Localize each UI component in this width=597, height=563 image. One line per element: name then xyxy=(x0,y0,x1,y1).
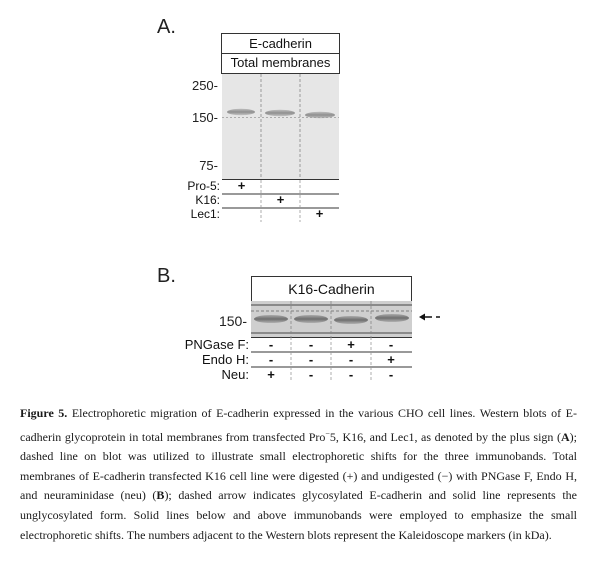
caption-text-1: Electrophoretic migration of E-cadherin expressed in the various CHO cell lines. Western blots of E-cadherin glycoprotein in total membranes from transfected Pro xyxy=(20,406,577,444)
cell-endoh-lane4: + xyxy=(387,352,395,367)
caption-text-3: ); dashed line on blot was utilized to illustrate small electrophoretic shifts for the three immunobands. Total membranes of E-cadherin transfected K16 cell line were digested (+) and undigested (−) with PNGase F, Endo H, and neuraminidase (neu) ( xyxy=(20,429,577,503)
caption-text-2: 5, K16, and Lec1, as denoted by the plus sign ( xyxy=(329,429,561,444)
marker-150: 150- xyxy=(191,110,218,125)
panel-a-header-box-1 xyxy=(221,33,340,54)
panel-a-header-subtitle: Total membranes xyxy=(230,55,331,70)
panel-a-blot-image xyxy=(222,74,339,179)
cell-neu-lane3: - xyxy=(348,367,354,382)
panel-a-blot xyxy=(222,74,339,179)
cell-k16-lane2: + xyxy=(276,192,285,207)
marker-b-150: 150- xyxy=(218,313,247,329)
row-label-lec1: Lec1: xyxy=(190,207,220,221)
row-label-k16: K16: xyxy=(195,193,220,207)
cell-pngase-lane1: - xyxy=(268,337,274,352)
cell-neu-lane2: - xyxy=(308,367,314,382)
panel-a-label: A. xyxy=(157,16,176,38)
panel-b-blot-image xyxy=(251,301,412,337)
caption-ref-b: B xyxy=(156,488,165,503)
row-label-neu: Neu: xyxy=(221,367,249,382)
cell-endoh-lane1: - xyxy=(268,352,274,367)
panel-a-header-box-2 xyxy=(221,53,340,74)
row-label-pngase: PNGase F: xyxy=(184,337,249,352)
cell-endoh-lane2: - xyxy=(308,352,314,367)
cell-neu-lane1: + xyxy=(267,367,275,382)
band-pro5 xyxy=(227,109,255,115)
cell-pngase-lane3: + xyxy=(347,337,355,352)
cell-lec1-lane3: + xyxy=(315,206,324,221)
cell-pngase-lane4: - xyxy=(388,337,394,352)
caption-superscript: − xyxy=(325,428,330,438)
caption-text-4: ); dashed arrow indicates glycosylated E-cadherin and solid line represents the unglycosylated form. Solid lines below and above immunobands were employed to emphasize the small electrophoretic shifts. The numbers adjacent to the Western blots represent the Kaleidoscope markers (in kDa). xyxy=(20,488,577,542)
caption-label: Figure 5. xyxy=(20,406,68,420)
row-label-pro5: Pro-5: xyxy=(187,179,220,193)
cell-pro5-lane1: + xyxy=(237,178,246,193)
panel-b-header-box xyxy=(251,276,412,302)
panel-a-header-title: E-cadherin xyxy=(249,36,312,51)
band-k16 xyxy=(265,110,295,116)
row-label-endoh: Endo H: xyxy=(202,352,249,367)
panel-b-header-title: K16-Cadherin xyxy=(288,281,375,297)
cell-pngase-lane2: - xyxy=(308,337,314,352)
marker-250: 250- xyxy=(191,78,218,93)
figure-caption xyxy=(20,404,577,545)
caption-ref-a: A xyxy=(560,429,570,444)
panel-b-blot xyxy=(251,301,412,337)
dashed-arrow-icon xyxy=(418,311,444,323)
marker-75: 75- xyxy=(199,158,218,173)
cell-neu-lane4: - xyxy=(388,367,394,382)
cell-endoh-lane3: - xyxy=(348,352,354,367)
panel-b-label: B. xyxy=(157,265,176,287)
